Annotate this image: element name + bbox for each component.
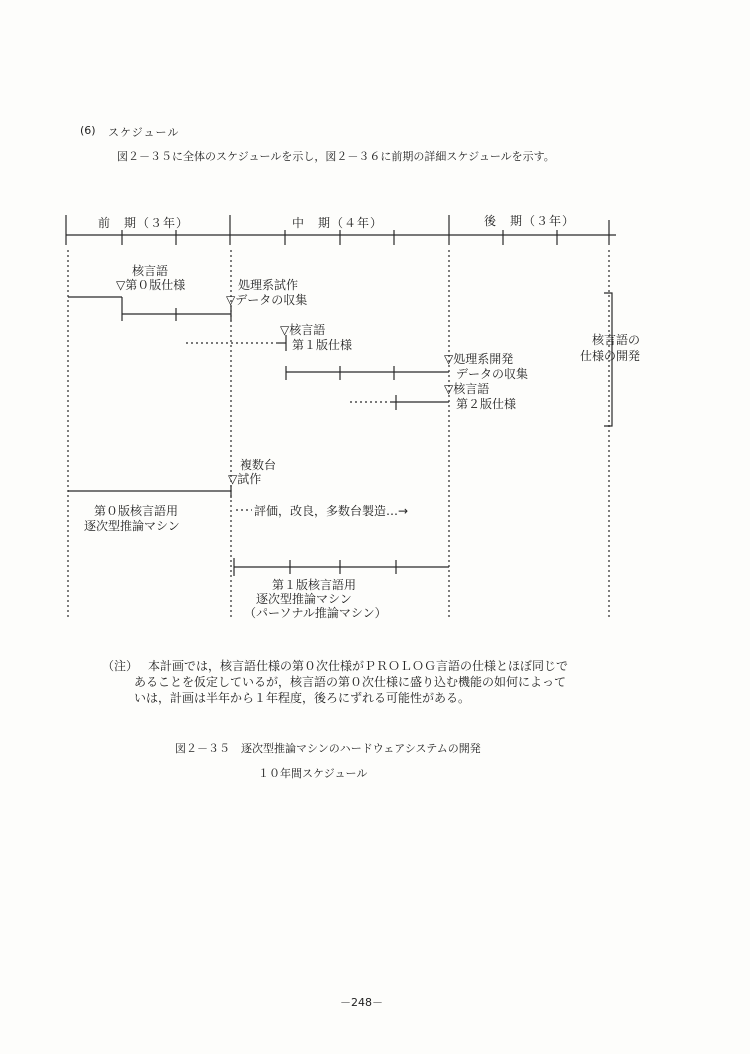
section-number: (6) xyxy=(80,124,96,137)
label-kernel-v2-line2: 第２版仕様 xyxy=(456,397,517,411)
note-label: （注） xyxy=(102,659,139,673)
label-kernel-spec-line1: 核言語の xyxy=(592,333,641,347)
label-multi-line2: ▽試作 xyxy=(228,472,262,486)
period-label-early: 前 期（３年） xyxy=(98,216,190,230)
section-title: スケジュール xyxy=(108,126,180,139)
label-machine-v0-line1: 第０版核言語用 xyxy=(94,504,179,518)
label-proc-dev-line1: ▽処理系開発 xyxy=(444,352,514,366)
note-line3: いは，計画は半年から１年程度，後ろにずれる可能性がある。 xyxy=(134,691,471,705)
triangle-marker-icon: ▽ xyxy=(280,323,290,337)
label-kernel-v1-line2: 第１版仕様 xyxy=(292,338,353,352)
label-proc-trial-line1: 処理系試作 xyxy=(238,278,299,292)
label-proc-trial-line2: ▽データの収集 xyxy=(226,293,308,307)
triangle-marker-icon: ▽ xyxy=(444,382,454,396)
label-proc-dev-line2: データの収集 xyxy=(456,367,529,381)
label-machine-v0-line2: 逐次型推論マシン xyxy=(84,519,180,533)
triangle-marker-icon: ▽ xyxy=(228,472,238,486)
label-evaluation: 評価，改良，多数台製造…→ xyxy=(254,504,409,518)
label-multi-line1: 複数台 xyxy=(240,458,277,472)
label-machine-v1-line2: 逐次型推論マシン xyxy=(256,592,352,606)
note-line1: 本計画では，核言語仕様の第０次仕様がＰＲＯＬＯＧ言語の仕様とほぼ同じで xyxy=(148,659,569,673)
label-kernel-v0-line2: ▽第０版仕様 xyxy=(116,278,186,292)
label-machine-v1-line1: 第１版核言語用 xyxy=(272,578,357,592)
triangle-marker-icon: ▽ xyxy=(116,278,126,292)
label-kernel-spec-line2: 仕様の開発 xyxy=(580,349,641,363)
page-number: －248－ xyxy=(340,996,383,1009)
label-machine-v1-line3: （パーソナル推論マシン） xyxy=(244,606,387,620)
triangle-marker-icon: ▽ xyxy=(226,293,236,307)
label-kernel-v1-line1: ▽核言語 xyxy=(280,323,326,337)
period-label-middle: 中 期（４年） xyxy=(292,216,384,230)
intro-text: 図２－３５に全体のスケジュールを示し，図２－３６に前期の詳細スケジュールを示す。 xyxy=(117,150,555,163)
label-kernel-v2-line1: ▽核言語 xyxy=(444,382,490,396)
period-label-late: 後 期（３年） xyxy=(484,214,576,228)
arrow-right-icon: …→ xyxy=(386,504,409,518)
label-kernel-v0-line1: 核言語 xyxy=(132,264,169,278)
note-line2: あることを仮定しているが，核言語の第０次仕様に盛り込む機能の如何によって xyxy=(134,675,567,689)
figure-caption-line1: 図２－３５ 逐次型推論マシンのハードウェアシステムの開発 xyxy=(175,742,481,755)
figure-caption-line2: １０年間スケジュール xyxy=(258,767,368,780)
triangle-marker-icon: ▽ xyxy=(444,352,454,366)
